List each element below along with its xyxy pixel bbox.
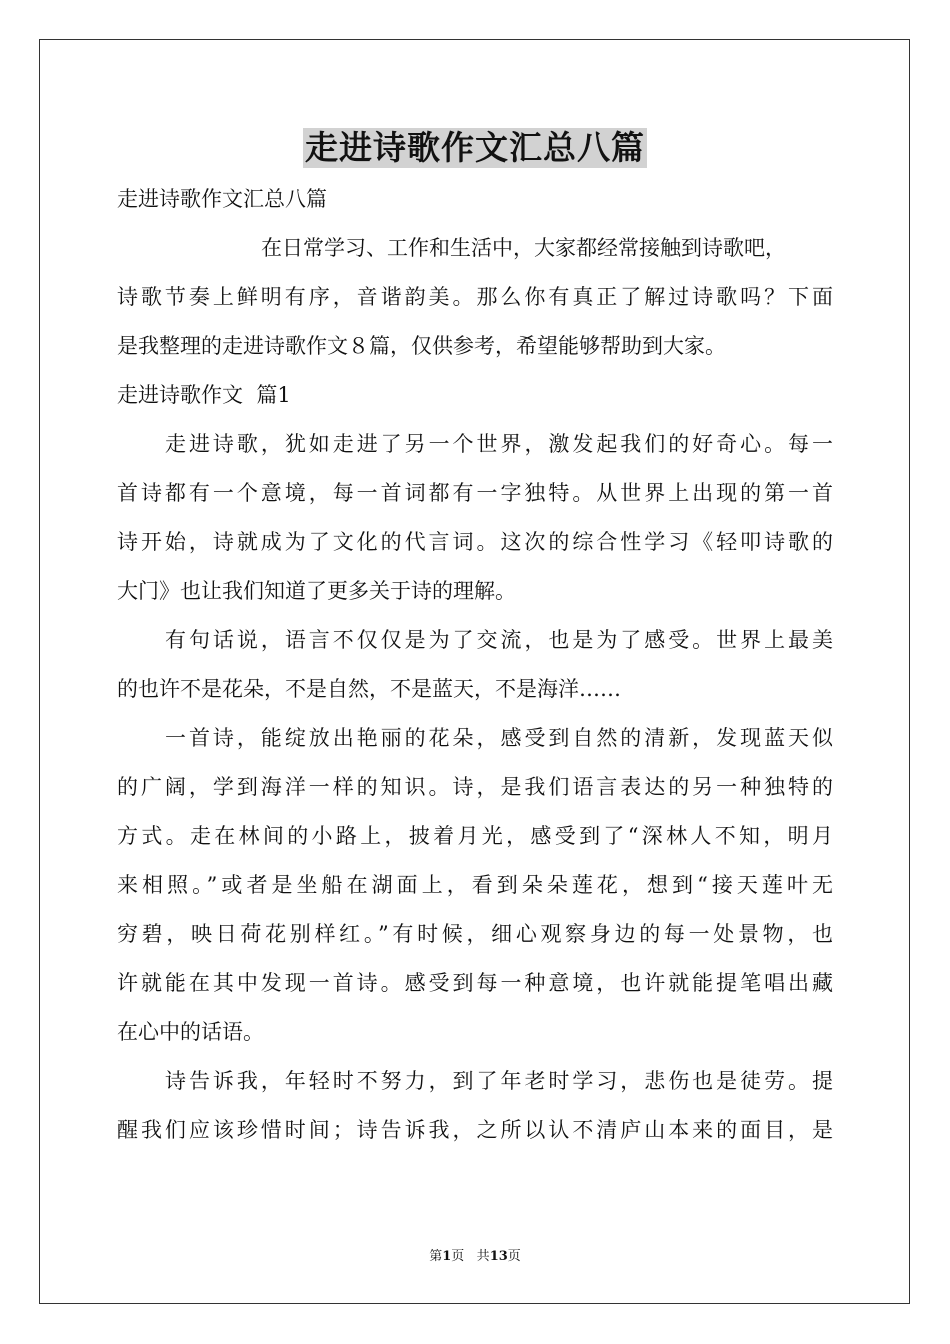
paragraph-line: 大门》也让我们知道了更多关于诗的理解。 xyxy=(117,579,516,603)
paragraph-line: 穷碧，映日荷花别样红。”有时候，细心观察身边的每一处景物，也 xyxy=(117,922,833,946)
page-prefix: 第 xyxy=(429,1249,443,1264)
paragraph-line: 诗开始，诗就成为了文化的代言词。这次的综合性学习《轻叩诗歌的 xyxy=(117,530,833,554)
paragraph-line: 许就能在其中发现一首诗。感受到每一种意境，也许就能提笔唱出藏 xyxy=(117,971,833,995)
section-heading: 走进诗歌作文 篇1 xyxy=(117,383,291,407)
intro-line: 诗歌节奏上鲜明有序，音谐韵美。那么你有真正了解过诗歌吗？下面 xyxy=(117,285,833,309)
total-pages: 13 xyxy=(489,1249,508,1264)
paragraph-line: 走进诗歌，犹如走进了另一个世界，激发起我们的好奇心。每一 xyxy=(165,432,833,456)
title-container xyxy=(0,128,950,168)
paragraph-line: 的广阔，学到海洋一样的知识。诗，是我们语言表达的另一种独特的 xyxy=(117,775,833,799)
page-number: 1 xyxy=(442,1249,452,1264)
paragraph-line: 在心中的话语。 xyxy=(117,1020,264,1044)
paragraph-line: 方式。走在林间的小路上，披着月光，感受到了“深林人不知，明月 xyxy=(117,824,833,848)
subtitle-line: 走进诗歌作文汇总八篇 xyxy=(117,187,327,211)
page-footer xyxy=(0,1248,950,1266)
page-suffix: 页 xyxy=(451,1249,465,1264)
intro-line: 是我整理的走进诗歌作文８篇，仅供参考，希望能够帮助到大家。 xyxy=(117,334,726,358)
paragraph-line: 来相照。”或者是坐船在湖面上，看到朵朵莲花，想到“接天莲叶无 xyxy=(117,873,833,897)
total-suffix: 页 xyxy=(507,1249,521,1264)
document-title: 走进诗歌作文汇总八篇 xyxy=(305,128,645,167)
paragraph-line: 醒我们应该珍惜时间；诗告诉我，之所以认不清庐山本来的面目，是 xyxy=(117,1118,833,1142)
paragraph-line: 首诗都有一个意境，每一首词都有一字独特。从世界上出现的第一首 xyxy=(117,481,833,505)
total-prefix: 共 xyxy=(476,1249,490,1264)
paragraph-line: 一首诗，能绽放出艳丽的花朵，感受到自然的清新，发现蓝天似 xyxy=(165,726,833,750)
document-body xyxy=(117,175,833,1155)
intro-line: 在日常学习、工作和生活中，大家都经常接触到诗歌吧， xyxy=(261,236,786,260)
paragraph-line: 的也许不是花朵，不是自然，不是蓝天，不是海洋…… xyxy=(117,677,621,701)
paragraph-line: 诗告诉我，年轻时不努力，到了年老时学习，悲伤也是徒劳。提 xyxy=(165,1069,833,1093)
paragraph-line: 有句话说，语言不仅仅是为了交流，也是为了感受。世界上最美 xyxy=(165,628,833,652)
